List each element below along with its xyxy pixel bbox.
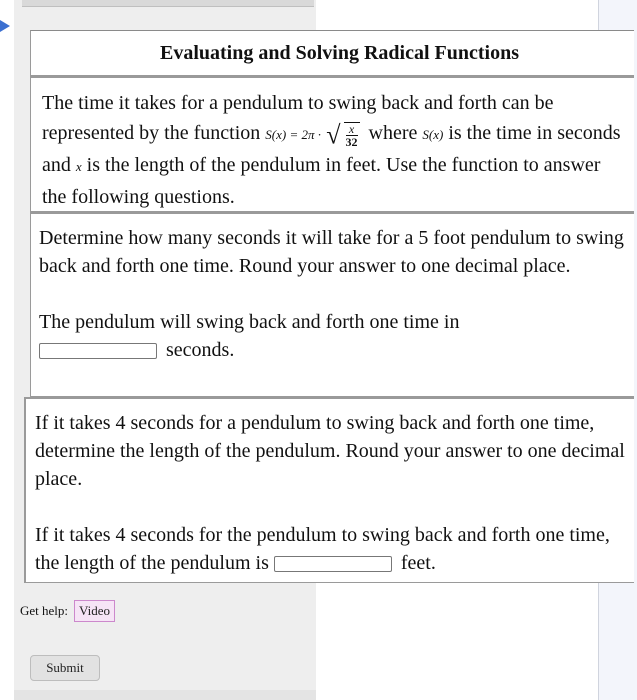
problem-container — [30, 30, 634, 583]
page-title: Evaluating and Solving Radical Functions — [160, 41, 519, 64]
video-help-button[interactable]: Video — [74, 600, 115, 622]
help-label: Get help: — [20, 603, 69, 618]
fraction-denominator: 32 — [345, 134, 358, 149]
question-2-answer-lead: If it takes 4 seconds for the pendulum to swing back and forth one time, the length of the pendulum is — [35, 524, 610, 574]
question-1-unit: seconds. — [166, 339, 235, 361]
question-2-answer-input[interactable] — [274, 556, 392, 572]
help-row — [20, 600, 115, 622]
question-1-prompt: Determine how many seconds it will take for a 5 foot pendulum to swing back and forth one time. Round your answer to one decimal place. — [39, 227, 624, 277]
title-box — [30, 30, 634, 76]
question-2-unit: feet. — [400, 552, 436, 574]
top-strip — [22, 0, 314, 7]
function-lhs: S(x) = 2π · — [265, 127, 321, 142]
radical-icon: √ — [326, 120, 341, 150]
intro-text-4: is the length of the pendulum in feet. Use the function to answer the following questions. — [42, 154, 601, 209]
play-triangle-icon[interactable] — [0, 20, 10, 32]
submit-button[interactable]: Submit — [30, 655, 100, 681]
question-1-box — [30, 212, 634, 397]
function-ref: S(x) — [422, 127, 444, 142]
question-2-answer-row — [35, 521, 626, 577]
sqrt-symbol — [326, 119, 359, 150]
function-expression — [265, 127, 324, 142]
question-1-answer-row — [39, 336, 626, 364]
fraction — [344, 122, 360, 149]
intro-box — [30, 76, 634, 212]
fraction-numerator: x — [346, 123, 358, 136]
question-1-answer-lead: The pendulum will swing back and forth one time in — [39, 311, 460, 333]
question-2-box — [24, 397, 634, 583]
question-1-answer-input[interactable] — [39, 343, 157, 359]
variable-x: x — [75, 159, 82, 175]
intro-text-2: where — [368, 122, 423, 144]
intro-text-1: The time it takes for a pendulum to swing back and forth can be represented by the function — [42, 92, 554, 144]
bottom-strip — [14, 690, 316, 700]
intro-text-3: is the time in seconds and — [42, 122, 621, 177]
question-2-prompt: If it takes 4 seconds for a pendulum to swing back and forth one time, determine the length of the pendulum. Round your answer to one decimal place. — [35, 412, 625, 490]
